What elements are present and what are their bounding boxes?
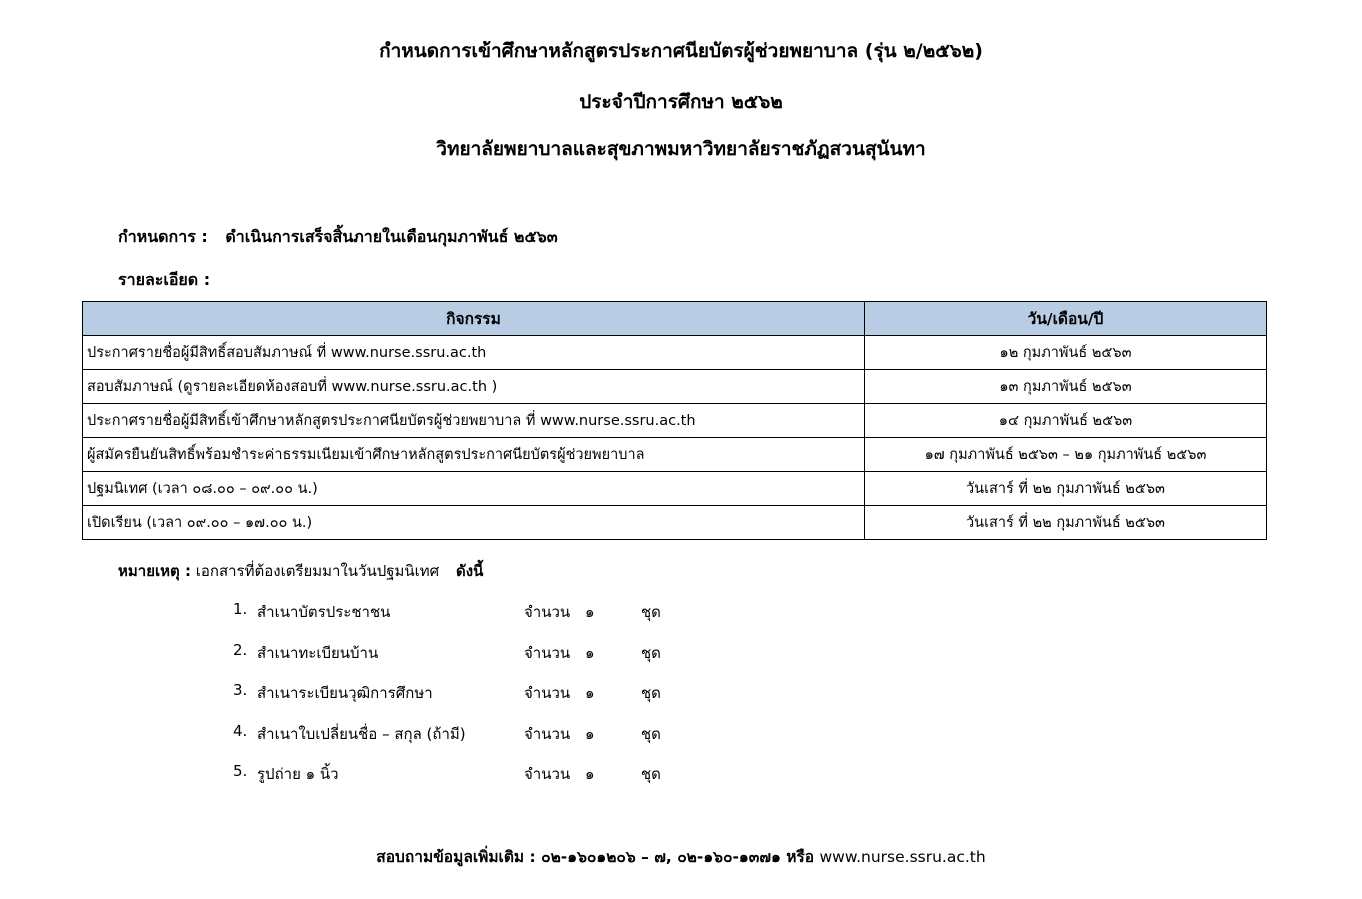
table-row [83, 472, 1267, 506]
date-cell: ๑๓ กุมภาพันธ์ ๒๕๖๓ [865, 370, 1267, 404]
quantity-value: ๑ [585, 603, 595, 621]
document-name: สำเนาทะเบียนบ้าน [257, 643, 379, 662]
item-number: 5. [233, 762, 248, 780]
date-cell: วันเสาร์ ที่ ๒๒ กุมภาพันธ์ ๒๕๖๓ [865, 472, 1267, 506]
activity-cell: ผู้สมัครยืนยันสิทธิ์พร้อมชำระค่าธรรมเนียมเข้าศึกษาหลักสูตรประกาศนียบัตรผู้ช่วยพยาบาล [83, 438, 865, 472]
activity-cell: เปิดเรียน (เวลา ๐๙.๐๐ – ๑๗.๐๐ น.) [83, 506, 865, 540]
quantity-unit: ชุด [641, 765, 661, 783]
contact-info [0, 844, 1362, 869]
activity-cell: สอบสัมภาษณ์ (ดูรายละเอียดห้องสอบที่ www.nurse.ssru.ac.th ) [83, 370, 865, 404]
activity-cell: ประกาศรายชื่อผู้มีสิทธิ์สอบสัมภาษณ์ ที่ www.nurse.ssru.ac.th [83, 336, 865, 370]
table-header-row [83, 302, 1267, 336]
date-cell: ๑๔ กุมภาพันธ์ ๒๕๖๓ [865, 404, 1267, 438]
document-name: รูปถ่าย ๑ นิ้ว [257, 765, 339, 783]
activity-cell: ประกาศรายชื่อผู้มีสิทธิ์เข้าศึกษาหลักสูตรประกาศนียบัตรผู้ช่วยพยาบาล ที่ www.nurse.ssru.ac.th [83, 404, 865, 438]
academic-year-subtitle: ประจำปีการศึกษา ๒๕๖๒ [579, 91, 783, 113]
quantity-value: ๑ [585, 724, 595, 743]
institution-name: วิทยาลัยพยาบาลและสุขภาพมหาวิทยาลัยราชภัฏสวนสุนันทา [436, 138, 926, 160]
table-row [83, 336, 1267, 370]
table-row [83, 370, 1267, 404]
document-name: สำเนาใบเปลี่ยนชื่อ – สกุล (ถ้ามี) [257, 724, 466, 743]
column-header-date: วัน/เดือน/ปี [865, 302, 1267, 336]
activity-schedule-table [82, 301, 1267, 540]
schedule-label: กำหนดการ : [118, 227, 208, 246]
quantity-label: จำนวน [524, 684, 571, 702]
schedule-line [118, 225, 558, 250]
note-line [118, 559, 483, 583]
quantity-value: ๑ [585, 643, 595, 662]
schedule-value: ดำเนินการเสร็จสิ้นภายในเดือนกุมภาพันธ์ ๒๕๖๓ [225, 227, 558, 246]
item-number: 2. [233, 640, 248, 659]
table-row [83, 404, 1267, 438]
quantity-label: จำนวน [524, 643, 571, 662]
quantity-unit: ชุด [641, 724, 661, 743]
quantity-unit: ชุด [641, 643, 661, 662]
date-cell: ๑๒ กุมภาพันธ์ ๒๕๖๓ [865, 336, 1267, 370]
table-row [83, 438, 1267, 472]
quantity-label: จำนวน [524, 765, 571, 783]
quantity-unit: ชุด [641, 684, 661, 702]
note-emphasis: ดังนี้ [456, 562, 484, 580]
quantity-label: จำนวน [524, 603, 571, 621]
quantity-unit: ชุด [641, 603, 661, 621]
item-number: 3. [233, 681, 248, 699]
note-label: หมายเหตุ : [118, 562, 191, 580]
column-header-activity: กิจกรรม [83, 302, 865, 336]
details-heading: รายละเอียด : [118, 270, 211, 289]
table-row [83, 506, 1267, 540]
item-number: 1. [233, 600, 248, 618]
contact-text: สอบถามข้อมูลเพิ่มเติม : ๐๒-๑๖๐๑๒๐๖ – ๗, ๐๒-๑๖๐-๑๓๗๑ หรือ [376, 848, 815, 866]
website-link[interactable]: www.nurse.ssru.ac.th [819, 848, 986, 866]
date-cell: ๑๗ กุมภาพันธ์ ๒๕๖๓ – ๒๑ กุมภาพันธ์ ๒๕๖๓ [865, 438, 1267, 472]
document-title: กำหนดการเข้าศึกษาหลักสูตรประกาศนียบัตรผู้ช่วยพยาบาล (รุ่น ๒/๒๕๖๒) [379, 40, 983, 62]
quantity-value: ๑ [585, 684, 595, 702]
date-cell: วันเสาร์ ที่ ๒๒ กุมภาพันธ์ ๒๕๖๓ [865, 506, 1267, 540]
document-name: สำเนาระเบียนวุฒิการศึกษา [257, 684, 433, 702]
document-name: สำเนาบัตรประชาชน [257, 603, 391, 621]
activity-cell: ปฐมนิเทศ (เวลา ๐๘.๐๐ – ๐๙.๐๐ น.) [83, 472, 865, 506]
quantity-value: ๑ [585, 765, 595, 783]
note-text: เอกสารที่ต้องเตรียมมาในวันปฐมนิเทศ [195, 562, 440, 580]
item-number: 4. [233, 721, 248, 740]
quantity-label: จำนวน [524, 724, 571, 743]
